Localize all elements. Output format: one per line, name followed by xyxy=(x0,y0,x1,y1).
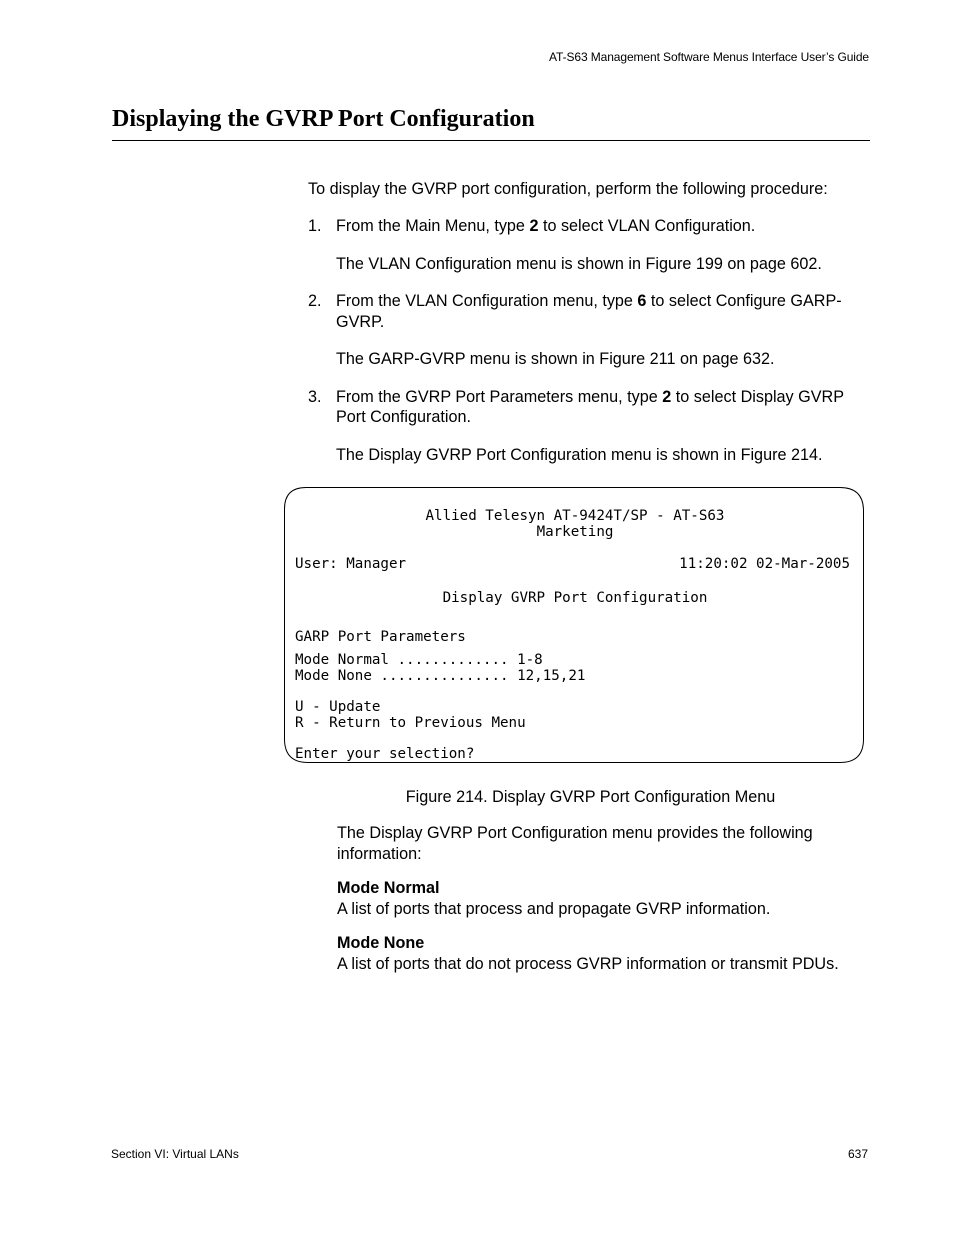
key-label: 6 xyxy=(637,292,647,310)
definition-mode-normal: A list of ports that process and propagate GVRP information. xyxy=(337,899,771,918)
step-2 xyxy=(308,291,873,370)
step-number: 1. xyxy=(308,217,322,235)
procedure-steps xyxy=(308,216,873,465)
definition-mode-none: A list of ports that do not process GVRP information or transmit PDUs. xyxy=(337,954,839,973)
step-1 xyxy=(308,216,873,274)
step-instruction: From the VLAN Configuration menu, type 6 to select Configure GARP-GVRP. xyxy=(336,292,842,331)
key-label: 2 xyxy=(662,387,672,406)
menu-title: Display GVRP Port Configuration xyxy=(442,590,708,606)
description-block xyxy=(337,823,872,974)
step-instruction: From the Main Menu, type 2 to select VLAN Configuration. xyxy=(336,217,756,235)
location: Marketing xyxy=(536,524,614,540)
figure-caption: Figure 214. Display GVRP Port Configuration Menu xyxy=(405,788,776,806)
step-number: 2. xyxy=(308,292,322,310)
description-lead: The Display GVRP Port Configuration menu provides the following information: xyxy=(337,824,813,863)
return-option: R - Return to Previous Menu xyxy=(295,715,526,731)
intro-paragraph: To display the GVRP port configuration, perform the following procedure: xyxy=(308,180,828,198)
user-label: User: Manager xyxy=(295,556,407,572)
step-number: 3. xyxy=(308,387,322,406)
mode-none-line: Mode None ............... 12,15,21 xyxy=(295,668,586,684)
term-mode-none: Mode None xyxy=(337,934,425,952)
page-number: 637 xyxy=(847,1147,868,1161)
running-header: AT-S63 Management Software Menus Interface User’s Guide xyxy=(549,50,869,64)
step-note: The GARP-GVRP menu is shown in Figure 211 on page 632. xyxy=(336,350,775,368)
mode-normal-line: Mode Normal ............. 1-8 xyxy=(295,652,543,668)
footer-section: Section VI: Virtual LANs xyxy=(111,1147,239,1161)
update-option: U - Update xyxy=(295,699,381,715)
group-label: GARP Port Parameters xyxy=(295,629,466,645)
step-note: The VLAN Configuration menu is shown in Figure 199 on page 602. xyxy=(336,254,822,273)
step-note: The Display GVRP Port Configuration menu is shown in Figure 214. xyxy=(336,445,823,464)
step-3 xyxy=(308,387,873,466)
datetime: 11:20:02 02-Mar-2005 xyxy=(679,556,850,572)
device-name: Allied Telesyn AT-9424T/SP - AT-S63 xyxy=(425,508,725,524)
section-title: Displaying the GVRP Port Configuration xyxy=(112,106,535,132)
term-mode-normal: Mode Normal xyxy=(337,879,440,897)
terminal-text xyxy=(295,492,855,762)
title-rule xyxy=(112,140,870,141)
step-instruction: From the GVRP Port Parameters menu, type 2 to select Display GVRP Port Configuration. xyxy=(336,387,844,426)
selection-prompt: Enter your selection? xyxy=(295,746,475,762)
key-label: 2 xyxy=(529,217,539,235)
